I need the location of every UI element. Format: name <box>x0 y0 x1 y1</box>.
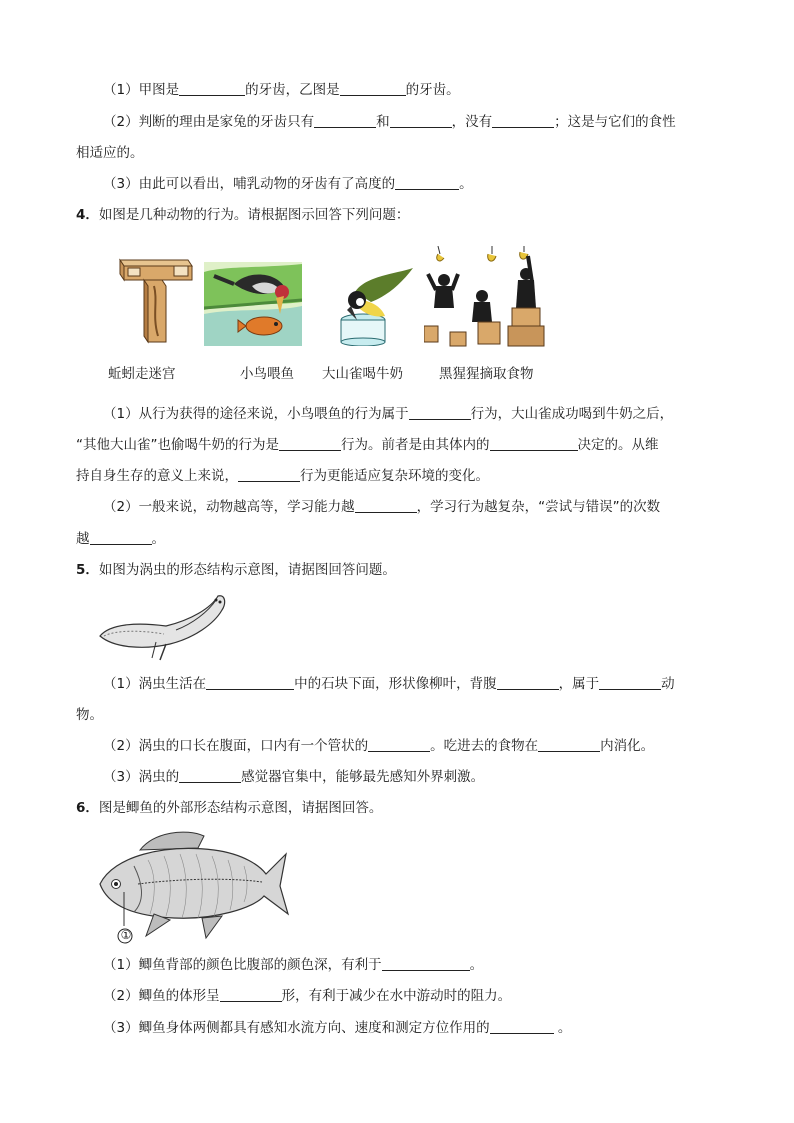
planarian-figure <box>96 590 228 662</box>
q4-stem <box>76 205 409 225</box>
q4-item-2-cont <box>76 529 165 549</box>
q5-item-3 <box>103 767 484 787</box>
text: 相适应的。 <box>76 145 144 161</box>
text: 。 <box>151 531 165 547</box>
text: 的牙齿，乙图是 <box>245 82 340 98</box>
q5-stem <box>76 560 396 580</box>
text: 。吃进去的食物在 <box>430 738 539 754</box>
great-tit-milk-figure <box>335 262 417 346</box>
text: 的牙齿。 <box>405 82 460 98</box>
answer-blank[interactable] <box>206 675 294 690</box>
fish-marker-label: ① <box>120 928 132 942</box>
text: 。 <box>469 957 484 973</box>
answer-blank[interactable] <box>279 436 341 451</box>
text: 内消化。 <box>600 738 655 754</box>
answer-blank[interactable] <box>340 81 406 96</box>
text: （2）一般来说，动物越高等，学习能力越 <box>103 499 355 515</box>
text: 形，有利于减少在水中游动时的阻力。 <box>281 988 512 1004</box>
answer-blank[interactable] <box>220 987 282 1002</box>
caption-earthworm-maze: 蚯蚓走迷宫 <box>108 366 176 382</box>
text: 和 <box>376 114 390 130</box>
question-number: 6． <box>76 800 99 816</box>
question-text: 图是鲫鱼的外部形态结构示意图，请据图回答。 <box>98 800 383 816</box>
text: （2）判断的理由是家兔的牙齿只有 <box>103 114 315 130</box>
text: （2）涡虫的口长在腹面，口内有一个管状的 <box>103 738 369 754</box>
chimpanzee-bananas-figure <box>424 246 550 348</box>
answer-blank[interactable] <box>409 405 471 420</box>
text: ，属于 <box>558 676 600 692</box>
text: “其他大山雀”也偷喝牛奶的行为是 <box>76 437 279 453</box>
q6-item-3 <box>103 1018 571 1038</box>
answer-blank[interactable] <box>490 1019 554 1034</box>
answer-blank[interactable] <box>490 436 578 451</box>
text: ，学习行为越复杂，“尝试与错误”的次数 <box>416 499 661 515</box>
text: 感觉器官集中，能够最先感知外界刺激。 <box>241 769 485 785</box>
q3-item-1 <box>103 80 460 100</box>
q6-stem <box>76 798 382 818</box>
q5-item-2 <box>103 736 654 756</box>
answer-blank[interactable] <box>179 81 245 96</box>
text: 持自身生存的意义上来说， <box>76 468 238 484</box>
caption-great-tit-milk: 大山雀喝牛奶 <box>322 366 403 382</box>
text: ；这是与它们的食性 <box>554 114 676 130</box>
text: 动 <box>661 676 675 692</box>
q3-item-3 <box>103 174 473 194</box>
text: 行为，大山雀成功喝到牛奶之后， <box>470 406 674 422</box>
text: 中的石块下面，形状像柳叶，背腹 <box>294 676 497 692</box>
caption-bird-feeding-fish: 小鸟喂鱼 <box>240 366 294 382</box>
question-number: 5． <box>76 562 99 578</box>
text: （1）涡虫生活在 <box>103 676 207 692</box>
answer-blank[interactable] <box>368 737 430 752</box>
question-text: 如图是几种动物的行为。请根据图示回答下列问题： <box>98 207 410 223</box>
text: （2）鲫鱼的体形呈 <box>103 988 220 1004</box>
bird-feeding-fish-figure <box>204 262 302 346</box>
question-number: 4． <box>76 207 99 223</box>
answer-blank[interactable] <box>492 113 554 128</box>
text: 物。 <box>76 707 103 723</box>
text: 越 <box>76 531 90 547</box>
text: （3）由此可以看出，哺乳动物的牙齿有了高度的 <box>103 176 396 192</box>
text: 。 <box>459 176 473 192</box>
text: 行为更能适应复杂环境的变化。 <box>300 468 489 484</box>
answer-blank[interactable] <box>538 737 600 752</box>
maze-figure <box>118 256 194 344</box>
q4-item-1 <box>103 404 673 424</box>
q4-item-1-cont2 <box>76 466 489 486</box>
text: （3）鲫鱼身体两侧都具有感知水流方向、速度和测定方位作用的 <box>103 1020 490 1036</box>
text: （1）从行为获得的途径来说，小鸟喂鱼的行为属于 <box>103 406 409 422</box>
answer-blank[interactable] <box>314 113 376 128</box>
text: （3）涡虫的 <box>103 769 180 785</box>
q5-item-1-cont <box>76 705 103 725</box>
q6-item-1 <box>103 955 483 975</box>
text: 决定的。从维 <box>577 437 659 453</box>
answer-blank[interactable] <box>390 113 452 128</box>
text: （1）甲图是 <box>103 82 180 98</box>
text: （1）鲫鱼背部的颜色比腹部的颜色深，有利于 <box>103 957 382 973</box>
answer-blank[interactable] <box>90 530 152 545</box>
answer-blank[interactable] <box>355 498 417 513</box>
answer-blank[interactable] <box>497 675 559 690</box>
text: 。 <box>553 1020 572 1036</box>
q3-item-2 <box>103 112 676 132</box>
question-text: 如图为涡虫的形态结构示意图，请据图回答问题。 <box>98 562 396 578</box>
answer-blank[interactable] <box>599 675 661 690</box>
text: ，没有 <box>451 114 493 130</box>
q3-item-2-cont <box>76 143 144 163</box>
q6-item-2 <box>103 986 511 1006</box>
q5-item-1 <box>103 674 675 694</box>
text: 行为。前者是由其体内的 <box>341 437 490 453</box>
answer-blank[interactable] <box>382 956 470 971</box>
answer-blank[interactable] <box>179 768 241 783</box>
caption-chimpanzee-food: 黑猩猩摘取食物 <box>439 366 534 382</box>
q4-item-2 <box>103 497 660 517</box>
answer-blank[interactable] <box>395 175 459 190</box>
q4-item-1-cont <box>76 435 659 455</box>
answer-blank[interactable] <box>238 467 300 482</box>
